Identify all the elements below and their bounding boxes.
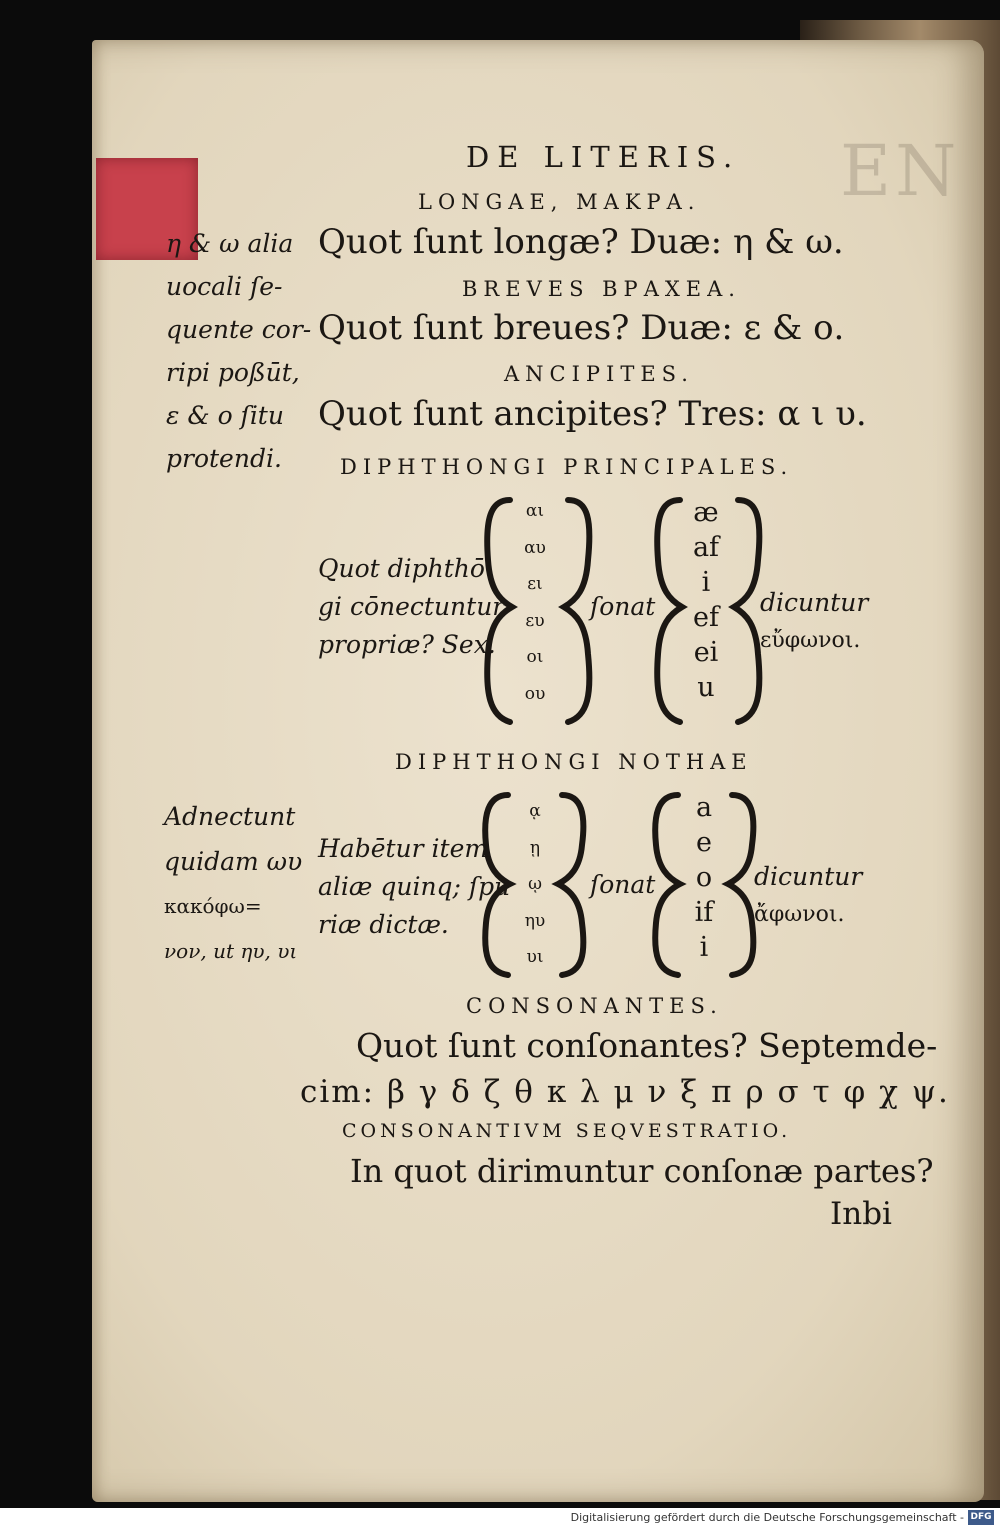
marginalia-line: ε & ο ſitu (166, 401, 284, 430)
latin-sound: i (701, 567, 711, 598)
greek-diphthong: ευ (525, 610, 545, 631)
marginalia-line: Adnectunt (164, 802, 296, 831)
sonat-nothae: ſonat (590, 870, 656, 899)
question-consonantes-line2: cim: β γ δ ζ θ κ λ μ ν ξ π ρ σ τ φ χ ψ. (300, 1074, 950, 1110)
question-diphthongi-nothae (318, 830, 510, 944)
marginalia-line: quidam ωυ (164, 847, 303, 876)
greek-diphthong: ῳ (528, 874, 542, 894)
question-line: aliæ quinq; ſpu (318, 872, 511, 901)
brace-right-greek-nothae (558, 795, 583, 975)
heading-breves: BREVES ΒΡΑΧΕΑ. (462, 277, 741, 301)
question-line: Quot diphthō (318, 554, 485, 583)
latin-sound: af (692, 532, 720, 563)
show-through-text: EN (840, 130, 961, 212)
latin-list-nothae (682, 790, 726, 965)
latin-sound: u (697, 672, 715, 703)
brace-right-latin-principales (734, 500, 759, 722)
sonat-principales: ſonat (590, 592, 656, 621)
running-head: DE LITERIS. (466, 140, 741, 174)
marginalia-bottom (164, 794, 302, 974)
marginalia-line: ripi poßūt, (166, 358, 300, 387)
greek-diphthong: αυ (524, 537, 546, 558)
dicuntur-line: dicuntur (754, 862, 863, 891)
brace-left-latin-principales (657, 500, 682, 722)
dicuntur-principales (760, 584, 868, 660)
heading-consonantes: CONSONANTES. (466, 994, 723, 1018)
greek-diphthong: υι (526, 947, 544, 967)
latin-sound: i (699, 932, 709, 963)
greek-diphthong: ῃ (529, 837, 541, 858)
heading-consonantium-sequestratio: CONSONANTIVM SEQVESTRATIO. (342, 1120, 792, 1142)
heading-ancipites: ANCIPITES. (504, 362, 694, 386)
latin-sound: a (695, 792, 713, 823)
question-breves: Quot ſunt breues? Duæ: ε & ο. (318, 308, 845, 348)
heading-diphthongi-nothae: DIPHTHONGI NOTHAE (395, 750, 753, 774)
heading-diphthongi-principales: DIPHTHONGI PRINCIPALES. (340, 455, 794, 479)
question-line: gi cōnectuntur (318, 592, 505, 621)
heading-longae: LONGAE, ΜΑΚΡΑ. (418, 190, 701, 214)
latin-sound: o (695, 862, 713, 893)
greek-diphthong: ᾳ (529, 801, 541, 821)
brace-left-latin-nothae (655, 795, 680, 975)
marginalia-line: protendi. (166, 444, 282, 473)
question-ancipites: Quot ſunt ancipites? Tres: α ι υ. (318, 394, 867, 434)
greek-list-principales (515, 493, 555, 712)
brace-left-greek-principales (487, 500, 512, 722)
question-sequestratio: In quot dirimuntur conſonæ partes? (350, 1152, 934, 1190)
dicuntur-line: εὔφωνοι. (760, 628, 861, 653)
latin-sound: e (696, 827, 712, 858)
dicuntur-nothae (754, 858, 862, 934)
brace-right-greek-principales (564, 500, 589, 722)
dicuntur-line: ἄφωνοι. (754, 902, 845, 927)
greek-diphthong: ου (524, 683, 546, 704)
greek-diphthong: ηυ (524, 910, 546, 931)
marginalia-line: κακόφω= (164, 894, 262, 918)
latin-sound: æ (693, 497, 719, 528)
question-line: propriæ? Sex. (318, 630, 496, 659)
greek-diphthong: αι (525, 501, 545, 521)
dfg-logo-icon: DFG (968, 1510, 994, 1525)
marginalia-line: η & ω alia (166, 229, 294, 258)
latin-list-principales (682, 495, 730, 705)
marginalia-line: uocali ſe- (166, 272, 283, 301)
latin-sound: ei (693, 637, 719, 668)
marginalia-line: quente cor- (166, 315, 312, 344)
greek-list-nothae (515, 793, 555, 976)
question-consonantes-line1: Quot ſunt conſonantes? Septemde- (356, 1026, 938, 1065)
greek-diphthong: οι (526, 647, 544, 667)
brace-right-latin-nothae (728, 795, 753, 975)
catchword: Inbi (830, 1196, 892, 1232)
question-line: riæ dictæ. (318, 910, 449, 939)
latin-sound: if (694, 897, 714, 928)
footer-credit: Digitalisierung gefördert durch die Deutsche Forschungsgemeinschaft - (570, 1511, 964, 1524)
marginalia-line: νον, ut ηυ, υι (164, 939, 298, 963)
latin-sound: ef (693, 602, 719, 633)
greek-diphthong: ει (527, 574, 543, 594)
question-longae: Quot ſunt longæ? Duæ: η & ω. (318, 222, 844, 262)
dicuntur-line: dicuntur (760, 588, 869, 617)
question-line: Habētur item (318, 834, 489, 863)
